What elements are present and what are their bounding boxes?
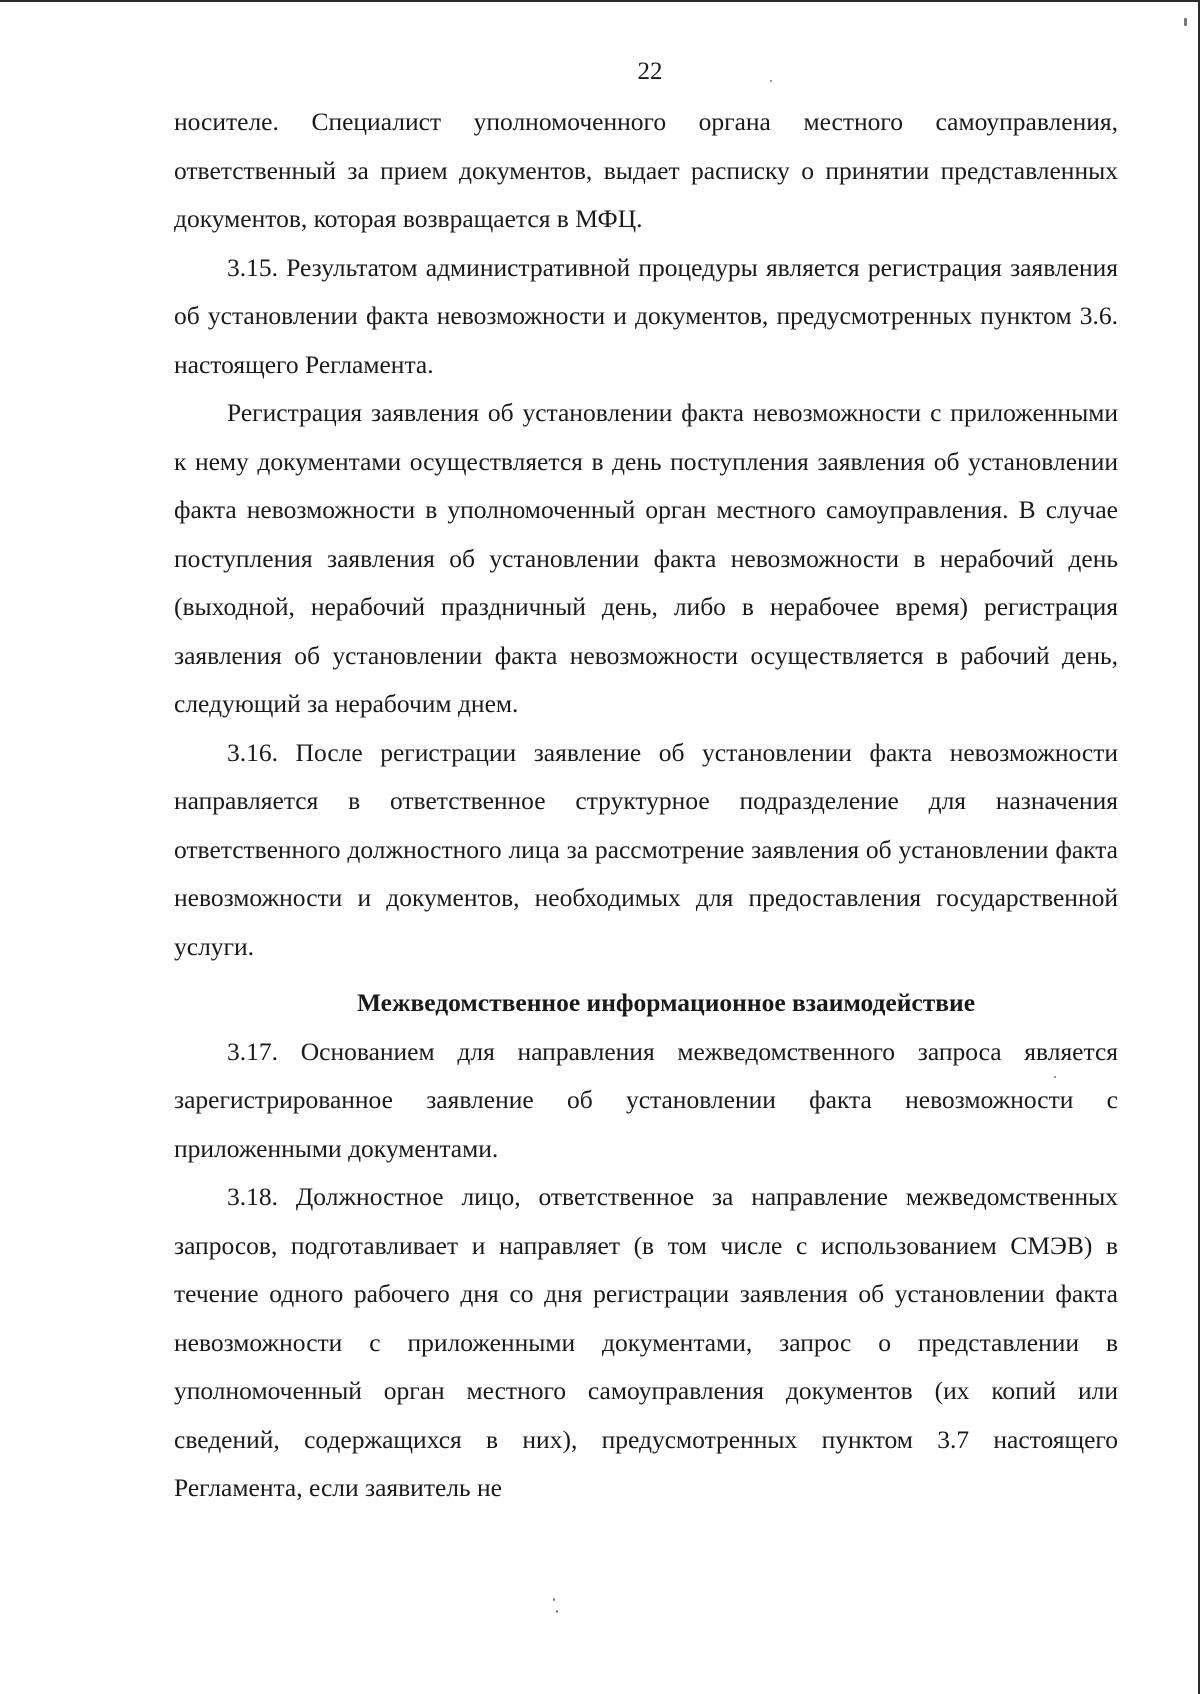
paragraph-continuation: носителе. Специалист уполномоченного органа местного самоуправления, ответственный за прием документов, выдает расписку о принятии представленных документов, которая возвращается в МФЦ. (174, 107, 1118, 233)
paragraph-3-16: 3.16. После регистрации заявление об установлении факта невозможности направляется в ответственное структурное подразделение для назначения ответственного должностного лица за рассмотрение заявления об установлении факта невозможности и документов, необходимых для предоставления государственной услуги. (174, 737, 1118, 961)
paragraph-registration: Регистрация заявления об установлении факта невозможности с приложенными к нему документами осуществляется в день поступления заявления об установлении факта невозможности в уполномоченный орган местного самоуправления. В случае поступления заявления об установлении факта невозможности в нерабочий день (выходной, нерабочий праздничный день, либо в нерабочее время) регистрация заявления об установлении факта невозможности осуществляется в рабочий день, следующий за нерабочим днем. (174, 398, 1118, 718)
section-heading: Межведомственное информационное взаимодействие (356, 988, 976, 1017)
paragraph-3-17: 3.17. Основанием для направления межведомственного запроса является зарегистрированное заявление об установлении факта невозможности с приложенными документами. (174, 1036, 1118, 1163)
paragraph-3-18: 3.18. Должностное лицо, ответственное за направление межведомственных запросов, подготавливает и направляет (в том числе с использованием СМЭВ) в течение одного рабочего дня со дня регистрации заявления об установлении факта невозможности с приложенными документами, запрос о представлении в уполномоченный орган местного самоуправления документов (их копий или сведений, содержащихся в них), предусмотренных пунктом 3.7 настоящего Регламента, если заявитель не (174, 1182, 1118, 1502)
scan-speck (556, 1610, 558, 1613)
paragraph-3-15: 3.15. Результатом административной процедуры является регистрация заявления об установлении факта невозможности и документов, предусмотренных пунктом 3.6. настоящего Регламента. (174, 252, 1118, 379)
scan-speck (553, 1598, 555, 1601)
scan-speck (1054, 1076, 1056, 1078)
scan-speck (770, 80, 772, 82)
page-number: 22 (637, 58, 663, 85)
document-body (174, 98, 1118, 1513)
scan-edge-top (0, 0, 1200, 2)
scan-speck (1184, 18, 1187, 26)
